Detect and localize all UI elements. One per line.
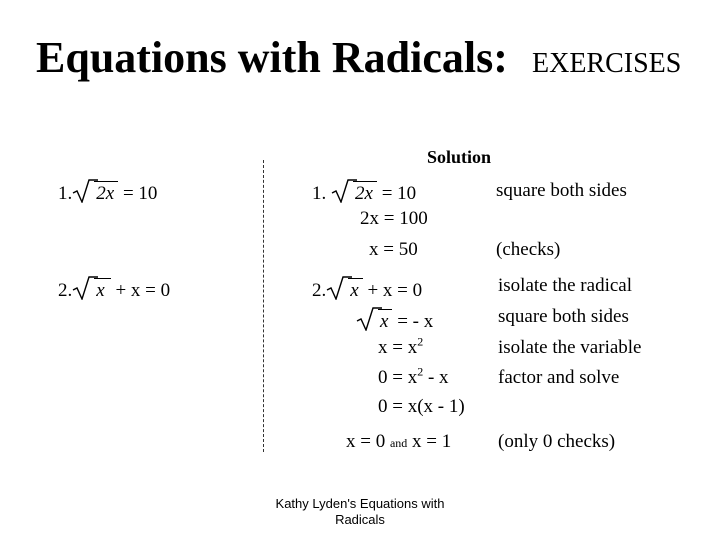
solution-2-line-6 <box>346 432 451 451</box>
solution-2-step-6-a: x = 0 <box>346 431 386 452</box>
solution-1-radicand: 2x <box>353 181 377 203</box>
solution-2-note-6: (only 0 checks) <box>498 431 616 452</box>
page-title: Equations with Radicals: <box>36 33 508 82</box>
exercise-2-number: 2. <box>58 280 73 301</box>
footer-credit: Kathy Lyden's Equations with Radicals <box>275 496 445 527</box>
solution-2-note-4: factor and solve <box>498 367 620 388</box>
solution-2-step-4-left: 0 = x <box>378 367 418 388</box>
exercise-1-rest: = 10 <box>122 183 158 204</box>
page-subtitle: EXERCISES <box>532 48 682 79</box>
column-divider <box>263 160 264 452</box>
solution-1-note-3: (checks) <box>496 239 561 260</box>
solution-2-line-5: 0 = x(x - 1) <box>378 396 465 417</box>
exercise-2-radicand: x <box>94 278 110 300</box>
exercise-2 <box>58 276 170 300</box>
exercise-1-number: 1. <box>58 183 73 204</box>
solution-2-note-2: square both sides <box>498 306 629 327</box>
solution-2-step-6-b: x = 1 <box>412 431 452 452</box>
solution-1-line-3: x = 50 <box>369 239 418 260</box>
solution-1-note-1: square both sides <box>496 180 627 201</box>
solution-1-line-2: 2x = 100 <box>360 208 428 229</box>
solution-2-line-3 <box>378 334 424 358</box>
solution-2-radicand-b: x <box>378 309 392 331</box>
solution-2-number: 2. <box>312 280 327 301</box>
solution-1-number: 1. <box>312 183 327 204</box>
solution-2-radicand-a: x <box>348 278 362 300</box>
solution-2-step-3-exponent: 2 <box>417 334 424 349</box>
solution-2-line-2 <box>356 307 433 331</box>
solution-2-step-4-exponent: 2 <box>417 364 424 379</box>
exercise-1 <box>58 179 157 203</box>
solution-2-line-4 <box>378 364 449 388</box>
solution-2-note-3: isolate the variable <box>498 337 642 358</box>
solution-1-rest: = 10 <box>381 183 417 204</box>
solution-2-note-1: isolate the radical <box>498 275 632 296</box>
solution-2-step-6-and: and <box>389 436 408 450</box>
solution-1-line-1 <box>312 179 416 203</box>
solution-2-step-3-base: x = x <box>378 337 418 358</box>
exercise-1-radicand: 2x <box>94 181 118 203</box>
solution-2-rest-b: = - x <box>397 311 434 332</box>
solution-2-line-1 <box>312 276 422 300</box>
solution-2-rest-a: + x = 0 <box>367 280 423 301</box>
solution-2-step-4-right: - x <box>423 367 449 388</box>
solution-heading: Solution <box>427 147 492 167</box>
exercise-2-rest: + x = 0 <box>115 280 171 301</box>
